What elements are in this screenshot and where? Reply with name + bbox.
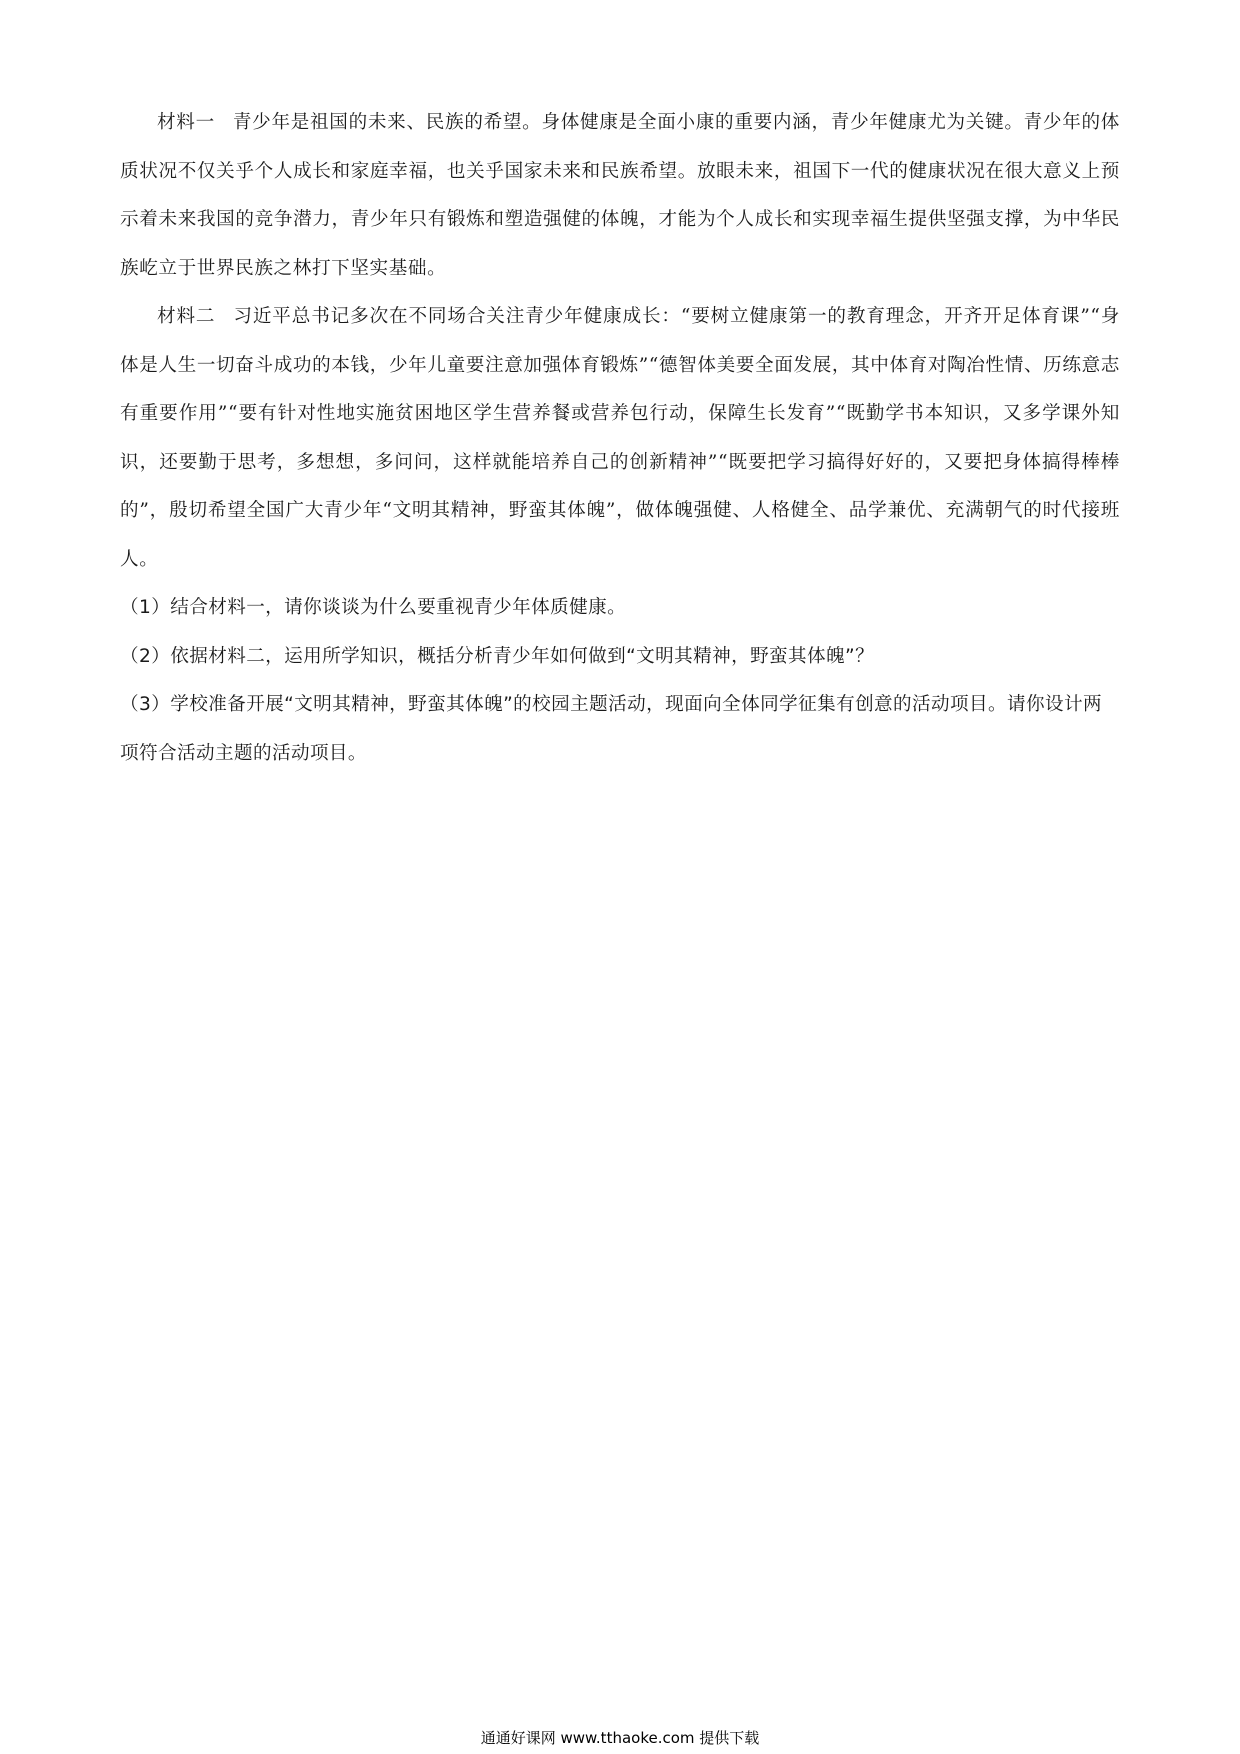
material-one-label: 材料一 (157, 112, 215, 133)
document-content (120, 99, 1120, 778)
question-3: （3）学校准备开展“文明其精神，野蛮其体魄”的校园主题活动，现面向全体同学征集有创意的活动项目。请你设计两项符合活动主题的活动项目。 (120, 694, 1102, 764)
material-one-text: 青少年是祖国的未来、民族的希望。身体健康是全面小康的重要内涵，青少年健康尤为关键。青少年的体质状况不仅关乎个人成长和家庭幸福，也关乎国家未来和民族希望。放眼未来，祖国下一代的健康状况在很大意义上预示着未来我国的竞争潜力，青少年只有锻炼和塑造强健的体魄，才能为个人成长和实现幸福生提供坚强支撑，为中华民族屹立于世界民族之林打下坚实基础。 (120, 112, 1120, 279)
material-two-label: 材料二 (157, 306, 216, 327)
question-1: （1）结合材料一，请你谈谈为什么要重视青少年体质健康。 (120, 597, 627, 618)
page-footer[interactable]: 通通好课网 www.tthaoke.com 提供下载 (480, 1729, 760, 1747)
question-2: （2）依据材料二，运用所学知识，概括分析青少年如何做到“文明其精神，野蛮其体魄”？ (120, 645, 875, 667)
material-two-text: 习近平总书记多次在不同场合关注青少年健康成长：“要树立健康第一的教育理念，开齐开足体育课”“身体是人生一切奋斗成功的本钱，少年儿童要注意加强体育锻炼”“德智体美要全面发展，其中体育对陶冶性情、历练意志有重要作用”“要有针对性地实施贫困地区学生营养餐或营养包行动，保障生长发育”“既勤学书本知识，又多学课外知识，还要勤于思考，多想想，多问问，这样就能培养自己的创新精神”“既要把学习搞得好好的，又要把身体搞得棒棒的”，殷切希望全国广大青少年“文明其精神，野蛮其体魄”，做体魄强健、人格健全、品学兼优、充满朝气的时代接班人。 (120, 306, 1120, 570)
material-one-paragraph (120, 99, 1120, 293)
material-two-paragraph (120, 293, 1120, 584)
